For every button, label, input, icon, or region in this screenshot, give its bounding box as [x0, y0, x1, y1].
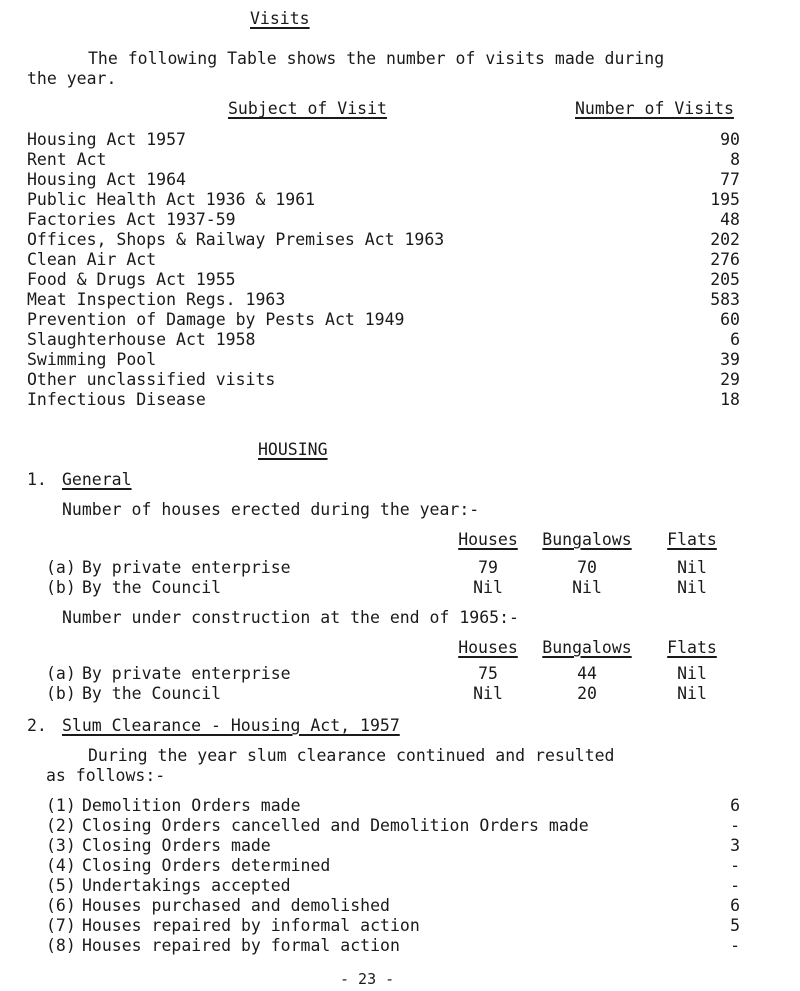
intro-text-line1: The following Table shows the number of visits made during — [88, 49, 665, 68]
housing-heading: HOUSING — [258, 440, 328, 459]
page-number: - 23 - — [340, 970, 395, 988]
table-row — [0, 230, 800, 250]
page-title: Visits — [250, 9, 310, 28]
row-label: By the Council — [82, 684, 222, 703]
table-row — [0, 150, 800, 170]
visit-count: 205 — [710, 270, 740, 289]
visit-count: 39 — [720, 350, 740, 369]
visit-count: 583 — [710, 290, 740, 309]
item-value: 6 — [730, 796, 740, 815]
houses-value: 75 — [478, 664, 498, 683]
list-item — [0, 816, 800, 836]
item-value: 3 — [730, 836, 740, 855]
item-label: Closing Orders made — [82, 836, 271, 855]
visit-subject: Swimming Pool — [27, 350, 157, 369]
houses-value: Nil — [473, 684, 503, 703]
section2-number: 2. — [27, 716, 47, 735]
item-key: (2) — [46, 816, 76, 835]
visit-count: 195 — [710, 190, 740, 209]
visit-subject: Infectious Disease — [27, 390, 206, 409]
visit-count: 18 — [720, 390, 740, 409]
table-row — [0, 578, 800, 598]
table-row — [0, 370, 800, 390]
item-value: 5 — [730, 916, 740, 935]
table-row — [0, 250, 800, 270]
list-item — [0, 936, 800, 956]
visit-subject: Housing Act 1964 — [27, 170, 186, 189]
list-item — [0, 896, 800, 916]
flats-value: Nil — [677, 664, 707, 683]
visit-subject: Rent Act — [27, 150, 107, 169]
row-label: By private enterprise — [82, 664, 291, 683]
row-key: (a) — [46, 558, 76, 577]
list-item — [0, 856, 800, 876]
flats-value: Nil — [677, 684, 707, 703]
houses-value: 79 — [478, 558, 498, 577]
bungalows-value: 70 — [577, 558, 597, 577]
item-label: Closing Orders determined — [82, 856, 331, 875]
item-key: (1) — [46, 796, 76, 815]
table-row — [0, 684, 800, 704]
item-label: Closing Orders cancelled and Demolition Orders made — [82, 816, 589, 835]
visit-count: 6 — [730, 330, 740, 349]
table-row — [0, 170, 800, 190]
bungalows-value: 20 — [577, 684, 597, 703]
visits-col-subject-header: Subject of Visit — [228, 99, 387, 118]
visit-subject: Other unclassified visits — [27, 370, 276, 389]
item-value: 6 — [730, 896, 740, 915]
row-key: (b) — [46, 684, 76, 703]
item-label: Demolition Orders made — [82, 796, 301, 815]
bungalows-value: Nil — [572, 578, 602, 597]
item-value: - — [730, 936, 740, 955]
item-label: Undertakings accepted — [82, 876, 291, 895]
erected-col-houses: Houses — [458, 530, 518, 549]
row-key: (b) — [46, 578, 76, 597]
visit-subject: Clean Air Act — [27, 250, 157, 269]
visits-col-number-header: Number of Visits — [575, 99, 734, 118]
list-item — [0, 836, 800, 856]
visit-count: 48 — [720, 210, 740, 229]
list-item — [0, 916, 800, 936]
construction-intro: Number under construction at the end of 1965:- — [62, 608, 519, 627]
item-key: (4) — [46, 856, 76, 875]
list-item — [0, 876, 800, 896]
table-row — [0, 390, 800, 410]
table-row — [0, 210, 800, 230]
item-label: Houses repaired by informal action — [82, 916, 420, 935]
visit-subject: Housing Act 1957 — [27, 130, 186, 149]
intro-text-line2: the year. — [27, 69, 117, 88]
visit-count: 60 — [720, 310, 740, 329]
flats-value: Nil — [677, 558, 707, 577]
section2-heading: Slum Clearance - Housing Act, 1957 — [62, 716, 400, 735]
construction-col-houses: Houses — [458, 638, 518, 657]
table-row — [0, 664, 800, 684]
item-value: - — [730, 876, 740, 895]
houses-value: Nil — [473, 578, 503, 597]
flats-value: Nil — [677, 578, 707, 597]
erected-intro: Number of houses erected during the year:- — [62, 500, 480, 519]
section2-intro-line2: as follows:- — [46, 766, 166, 785]
bungalows-value: 44 — [577, 664, 597, 683]
item-key: (5) — [46, 876, 76, 895]
table-row — [0, 290, 800, 310]
item-key: (3) — [46, 836, 76, 855]
visit-subject: Food & Drugs Act 1955 — [27, 270, 236, 289]
section1-heading: General — [62, 470, 132, 489]
table-row — [0, 270, 800, 290]
item-label: Houses repaired by formal action — [82, 936, 400, 955]
visit-subject: Meat Inspection Regs. 1963 — [27, 290, 286, 309]
visit-subject: Prevention of Damage by Pests Act 1949 — [27, 310, 405, 329]
visit-subject: Offices, Shops & Railway Premises Act 1963 — [27, 230, 445, 249]
item-key: (7) — [46, 916, 76, 935]
erected-col-flats: Flats — [667, 530, 717, 549]
list-item — [0, 796, 800, 816]
visit-count: 276 — [710, 250, 740, 269]
visit-count: 90 — [720, 130, 740, 149]
visit-subject: Factories Act 1937-59 — [27, 210, 236, 229]
table-row — [0, 310, 800, 330]
construction-col-bungalows: Bungalows — [542, 638, 632, 657]
item-value: - — [730, 816, 740, 835]
table-row — [0, 558, 800, 578]
section1-number: 1. — [27, 470, 47, 489]
visit-count: 202 — [710, 230, 740, 249]
table-row — [0, 330, 800, 350]
section2-intro-line1: During the year slum clearance continued and resulted — [88, 746, 615, 765]
row-key: (a) — [46, 664, 76, 683]
table-row — [0, 350, 800, 370]
construction-col-flats: Flats — [667, 638, 717, 657]
visit-subject: Slaughterhouse Act 1958 — [27, 330, 256, 349]
table-row — [0, 130, 800, 150]
visit-subject: Public Health Act 1936 & 1961 — [27, 190, 316, 209]
visit-count: 8 — [730, 150, 740, 169]
erected-col-bungalows: Bungalows — [542, 530, 632, 549]
item-label: Houses purchased and demolished — [82, 896, 390, 915]
item-key: (6) — [46, 896, 76, 915]
row-label: By the Council — [82, 578, 222, 597]
item-key: (8) — [46, 936, 76, 955]
visit-count: 77 — [720, 170, 740, 189]
item-value: - — [730, 856, 740, 875]
table-row — [0, 190, 800, 210]
visit-count: 29 — [720, 370, 740, 389]
row-label: By private enterprise — [82, 558, 291, 577]
